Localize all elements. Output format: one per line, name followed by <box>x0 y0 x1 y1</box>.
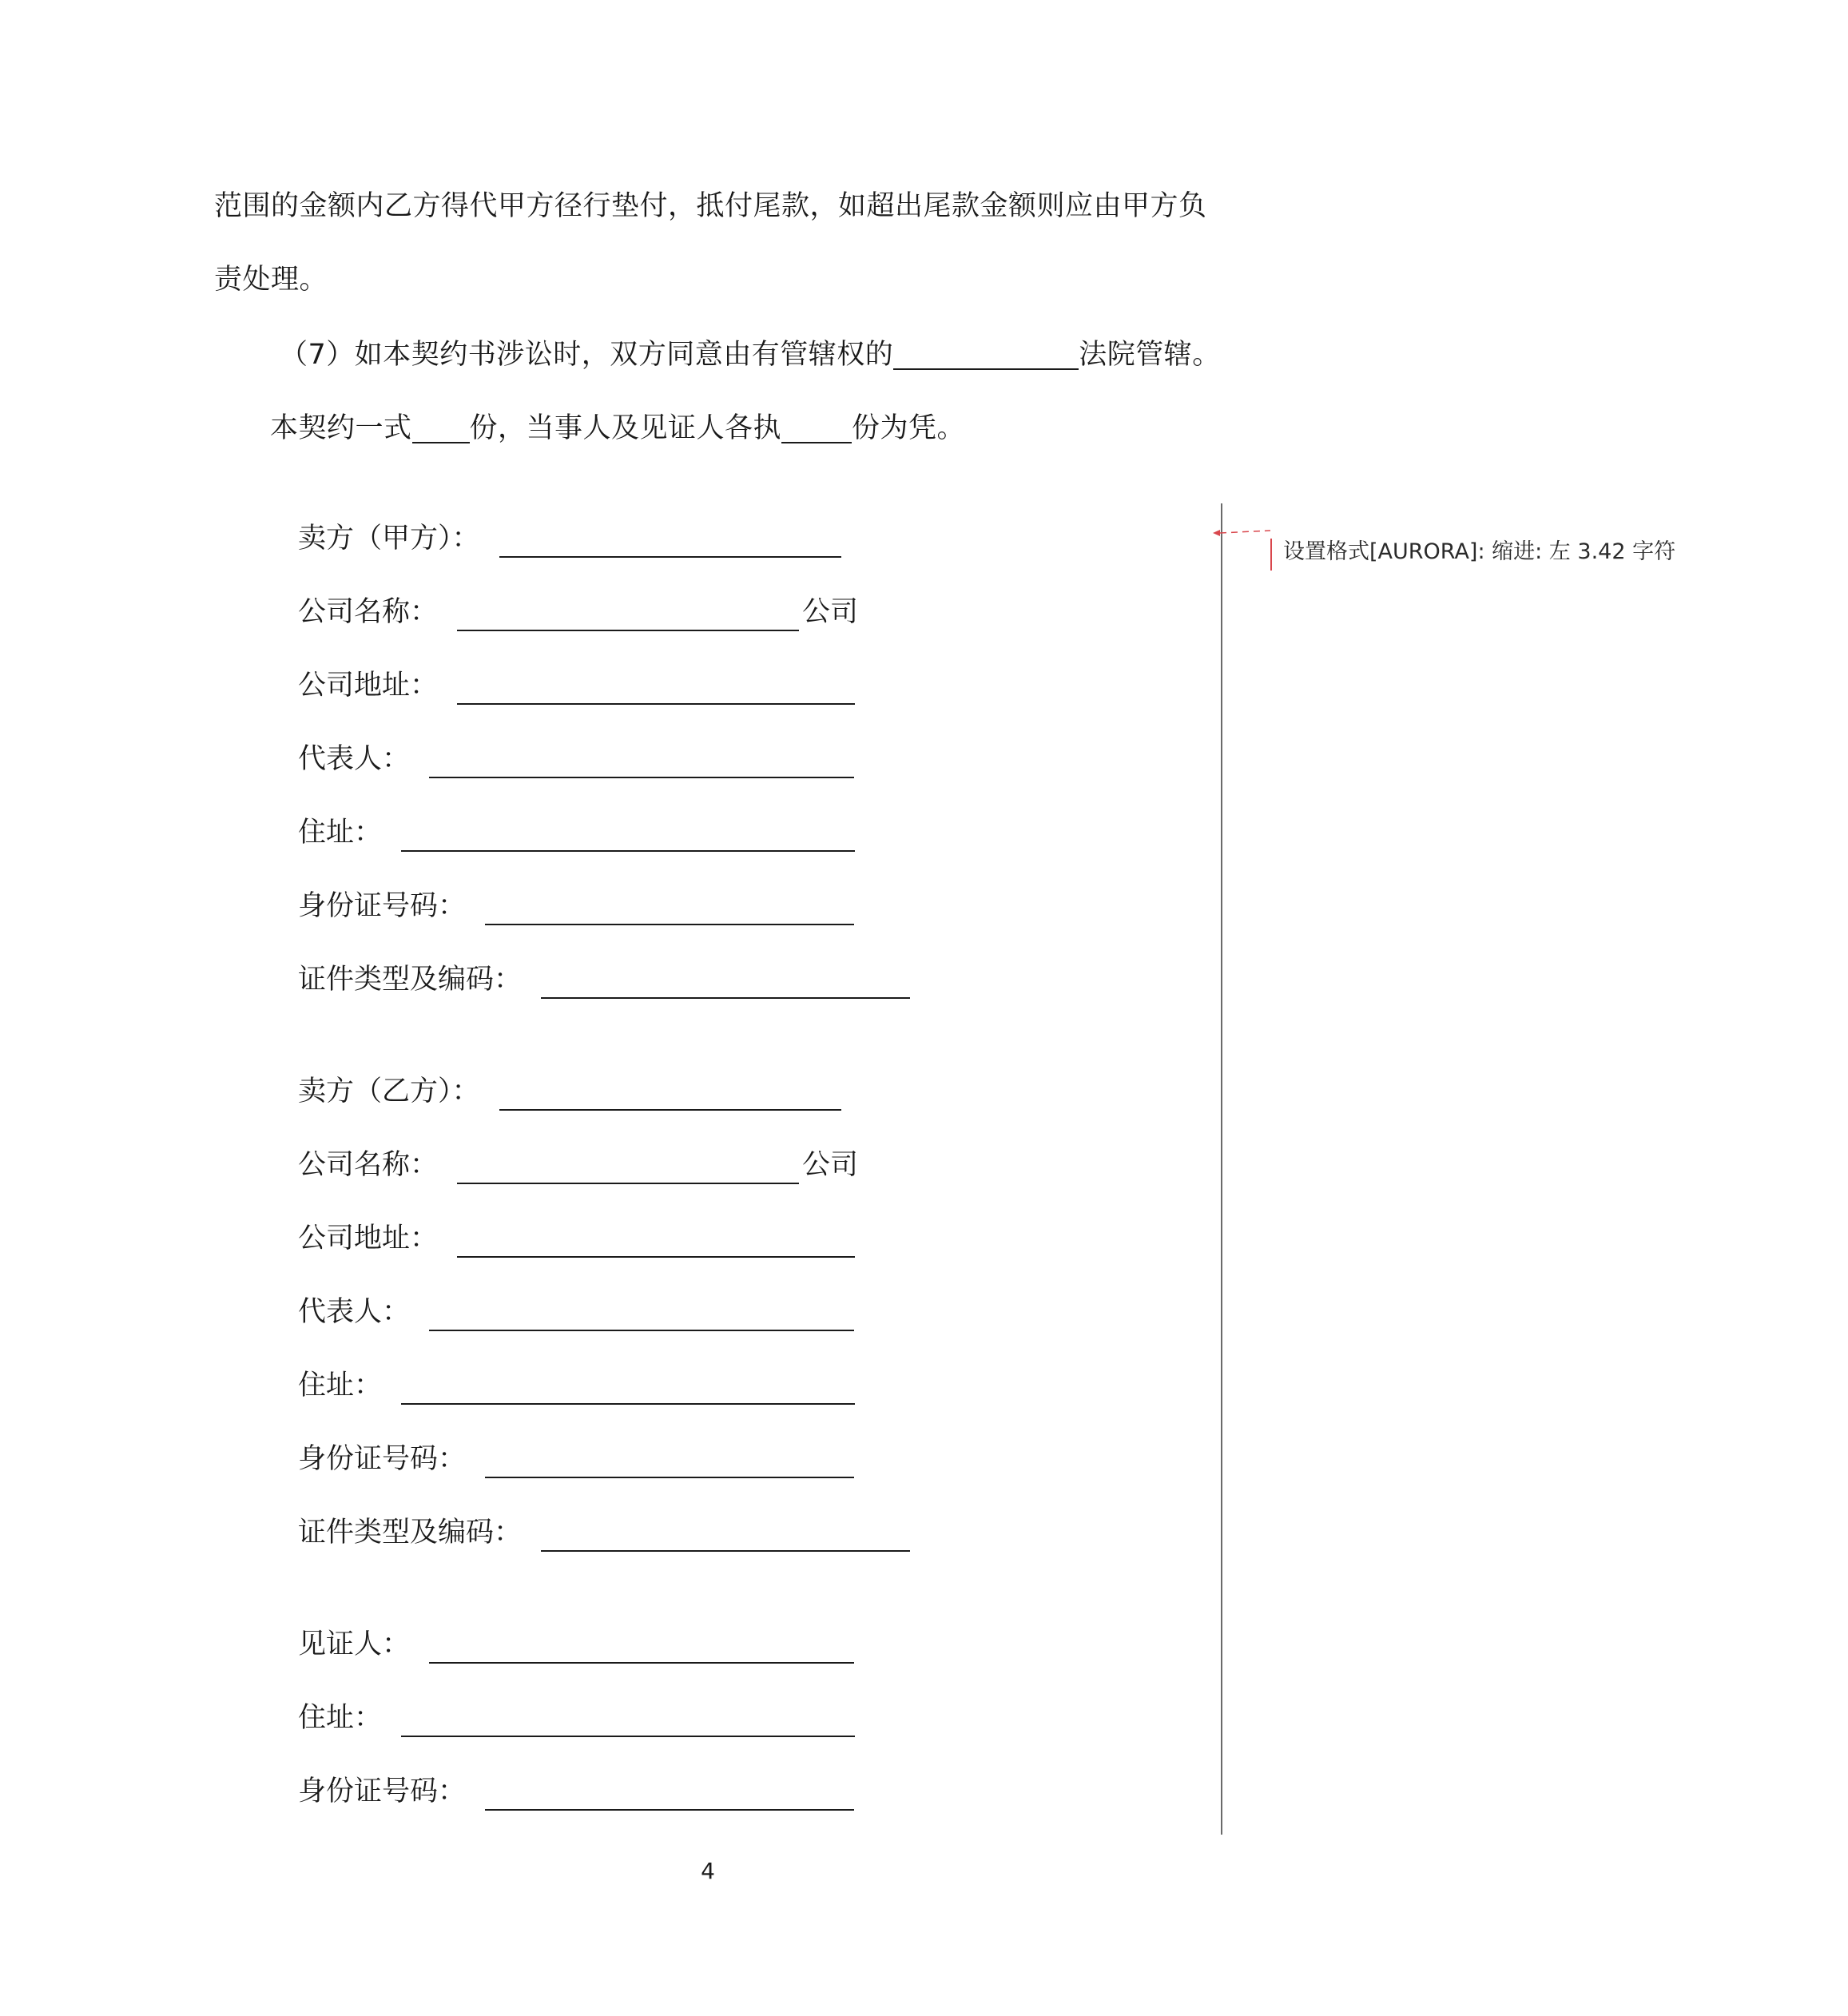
seller-a-company-suffix: 公司 <box>802 596 859 628</box>
body-line-2 <box>214 260 328 299</box>
seller-a-company-name-blank[interactable] <box>457 599 799 631</box>
seller-a-company-address-label: 公司地址： <box>298 670 439 702</box>
clause-7-suffix: 法院管辖。 <box>1079 339 1221 371</box>
seller-b-company-address-label: 公司地址： <box>298 1223 439 1255</box>
seller-b-cert-blank[interactable] <box>541 1520 910 1552</box>
seller-a-company-address-field <box>298 666 855 705</box>
body-text: 责处理。 <box>214 264 328 296</box>
seller-b-cert-field <box>298 1513 910 1552</box>
seller-b-company-name-label: 公司名称： <box>298 1149 439 1181</box>
seller-b-company-name-blank[interactable] <box>457 1152 799 1184</box>
clause-7 <box>280 336 1221 374</box>
page-number: 4 <box>701 1858 715 1884</box>
seller-a-cert-blank[interactable] <box>541 967 910 999</box>
seller-a-company-name-field <box>298 593 858 631</box>
seller-b-cert-label: 证件类型及编码： <box>298 1517 523 1549</box>
seller-a-address-label: 住址： <box>298 817 383 849</box>
witness-title-field <box>298 1625 854 1664</box>
seller-b-representative-label: 代表人： <box>298 1296 411 1328</box>
seller-a-representative-label: 代表人： <box>298 743 411 775</box>
seller-a-address-blank[interactable] <box>401 820 855 852</box>
seller-a-id-label: 身份证号码： <box>298 890 467 922</box>
seller-b-id-field <box>298 1440 854 1478</box>
seller-b-title-field <box>298 1072 841 1111</box>
seller-b-address-field <box>298 1366 855 1405</box>
seller-a-id-blank[interactable] <box>485 893 854 925</box>
seller-b-representative-field <box>298 1293 854 1331</box>
comment-connector-icon <box>1213 527 1272 539</box>
seller-a-title-blank[interactable] <box>499 526 841 558</box>
seller-b-title-blank[interactable] <box>499 1079 841 1111</box>
seller-a-id-field <box>298 887 854 925</box>
seller-a-cert-field <box>298 960 910 999</box>
body-text: 范围的金额内乙方得代甲方径行垫付，抵付尾款，如超出尾款金额则应由甲方负 <box>214 190 1207 222</box>
seller-a-title-field <box>298 519 841 558</box>
seller-b-title: 卖方（乙方）： <box>298 1076 480 1107</box>
seller-a-company-address-blank[interactable] <box>457 673 855 705</box>
seller-b-representative-blank[interactable] <box>429 1299 854 1331</box>
seller-b-id-blank[interactable] <box>485 1446 854 1478</box>
seller-b-address-blank[interactable] <box>401 1373 855 1405</box>
witness-address-field <box>298 1699 855 1737</box>
format-comment[interactable]: 设置格式[AURORA]: 缩进: 左 3.42 字符 <box>1283 539 1676 564</box>
copies-total-blank[interactable] <box>412 415 470 443</box>
witness-id-blank[interactable] <box>485 1779 854 1811</box>
seller-b-company-suffix: 公司 <box>802 1149 859 1181</box>
comment-marker <box>1270 539 1272 571</box>
copies-clause <box>270 409 965 447</box>
seller-a-address-field <box>298 813 855 852</box>
seller-b-address-label: 住址： <box>298 1370 383 1402</box>
seller-b-company-address-blank[interactable] <box>457 1226 855 1258</box>
witness-id-field <box>298 1772 854 1811</box>
witness-address-blank[interactable] <box>401 1705 855 1737</box>
witness-id-label: 身份证号码： <box>298 1775 467 1807</box>
copies-text-a: 本契约一式 <box>270 412 412 444</box>
seller-b-id-label: 身份证号码： <box>298 1443 467 1475</box>
witness-title: 见证人： <box>298 1628 411 1660</box>
seller-a-title: 卖方（甲方）： <box>298 523 480 555</box>
seller-a-cert-label: 证件类型及编码： <box>298 964 523 996</box>
witness-blank[interactable] <box>429 1632 854 1664</box>
seller-a-representative-blank[interactable] <box>429 746 854 778</box>
copies-text-b: 份，当事人及见证人各执 <box>469 412 782 444</box>
body-line-1 <box>214 187 1207 225</box>
seller-a-company-name-label: 公司名称： <box>298 596 439 628</box>
seller-a-representative-field <box>298 740 854 778</box>
copies-each-blank[interactable] <box>781 415 852 443</box>
clause-7-text: （7）如本契约书涉讼时，双方同意由有管辖权的 <box>280 339 894 371</box>
seller-b-company-address-field <box>298 1219 855 1258</box>
court-blank[interactable] <box>893 341 1079 370</box>
copies-text-c: 份为凭。 <box>852 412 966 444</box>
witness-address-label: 住址： <box>298 1702 383 1734</box>
seller-b-company-name-field <box>298 1146 858 1184</box>
change-bar <box>1221 503 1222 1835</box>
